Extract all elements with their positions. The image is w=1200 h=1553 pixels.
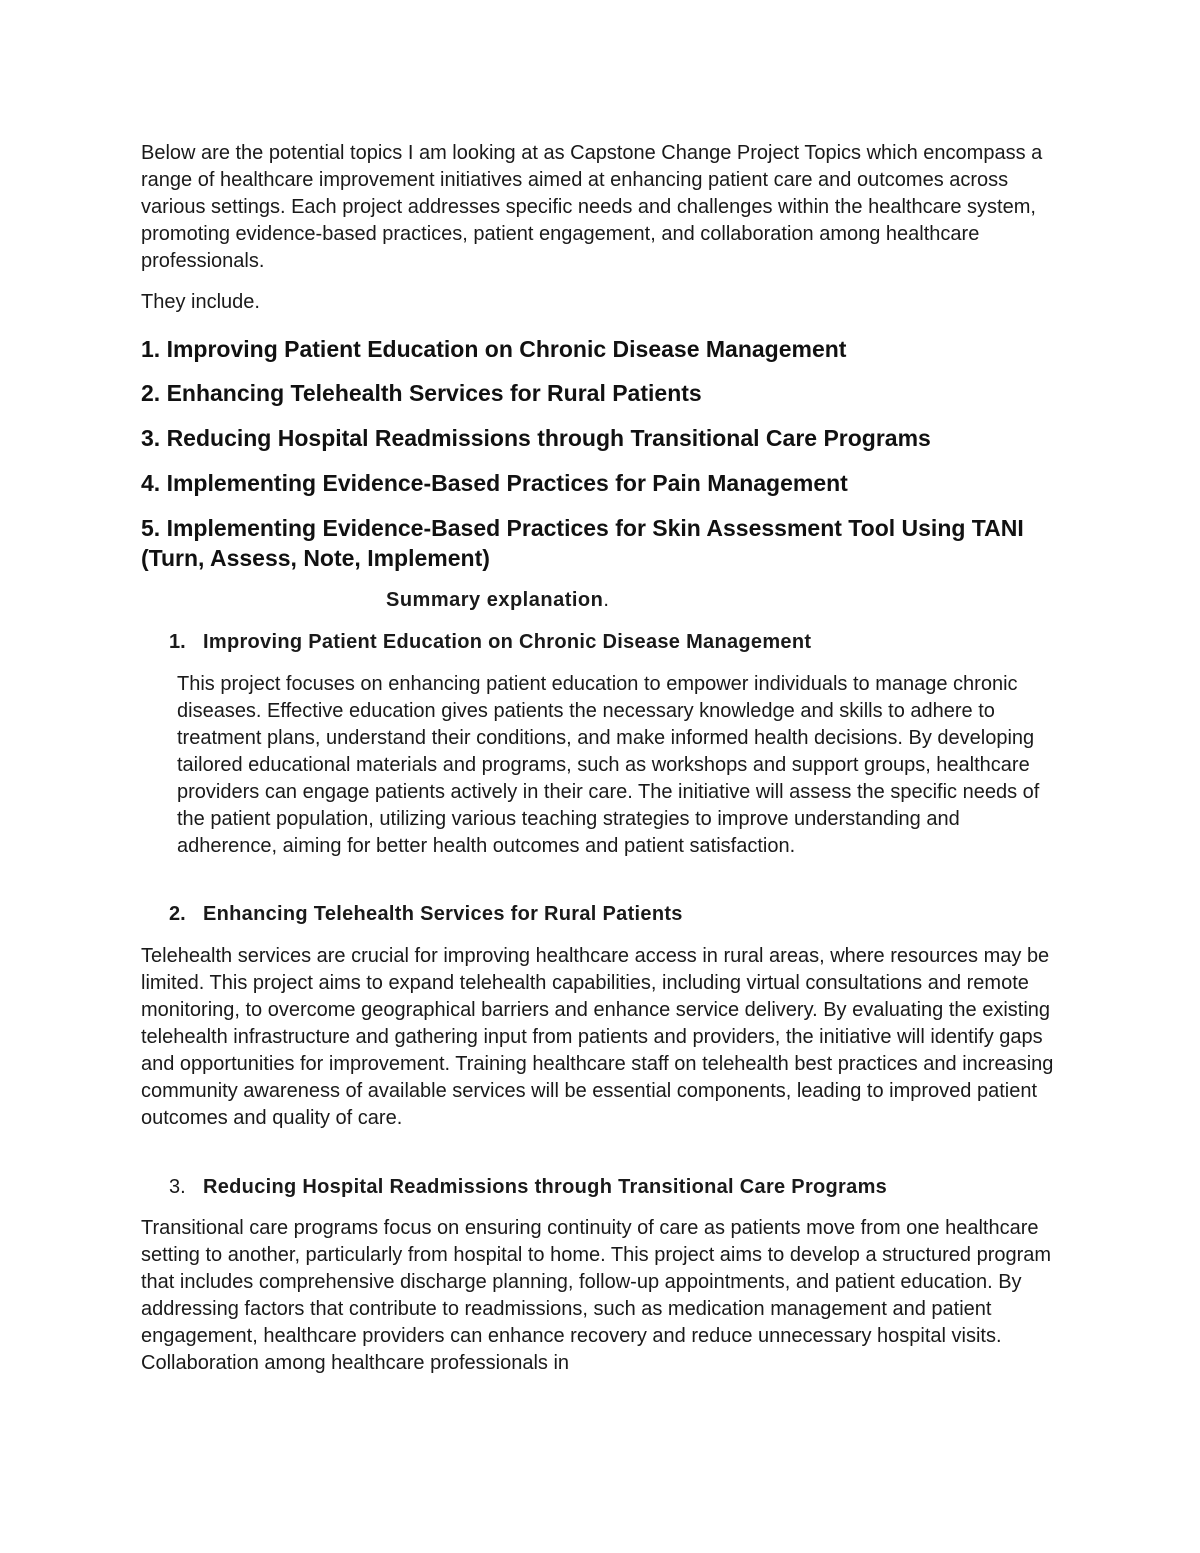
section-body: Transitional care programs focus on ensuring continuity of care as patients move from one healthcare setting to another, particularly from hospital to home. This project aims to develop a structured program that includes comprehensive discharge planning, follow-up appointments, and patient education. By addressing factors that contribute to readmissions, such as medication management and patient engagement, healthcare providers can enhance recovery and reduce unnecessary hospital visits. Collaboration among healthcare professionals in xyxy=(141,1217,1052,1374)
section-body: Telehealth services are crucial for improving healthcare access in rural areas, where resources may be limited. This project aims to expand telehealth capabilities, including virtual consultations and remote monitoring, to overcome geographical barriers and enhance service delivery. By evaluating the existing telehealth infrastructure and gathering input from patients and providers, the initiative will identify gaps and opportunities for improvement. Training healthcare staff on telehealth best practices and increasing community awareness of available services will be essential components, leading to improved patient outcomes and quality of care. xyxy=(141,945,1054,1129)
section-title: Improving Patient Education on Chronic Disease Management xyxy=(203,631,812,653)
section-number: 3. xyxy=(169,1176,186,1198)
section-number: 1. xyxy=(169,631,186,653)
intro-paragraph: Below are the potential topics I am looking at as Capstone Change Project Topics which encompass a range of healthcare improvement initiatives aimed at enhancing patient care and outcomes across various settings. Each project addresses specific needs and challenges within the healthcare system, promoting evidence-based practices, patient engagement, and collaboration among healthcare professionals. xyxy=(141,142,1043,272)
they-include-text: They include. xyxy=(141,291,260,313)
section-number: 2. xyxy=(169,903,186,925)
topic-item: 1. Improving Patient Education on Chronic Disease Management xyxy=(141,336,847,362)
topic-item: 3. Reducing Hospital Readmissions through Transitional Care Programs xyxy=(141,425,931,451)
topic-item: 4. Implementing Evidence-Based Practices for Pain Management xyxy=(141,470,848,496)
summary-heading-text: Summary explanation xyxy=(386,589,604,611)
section-body: This project focuses on enhancing patient education to empower individuals to manage chronic diseases. Effective education gives patients the necessary knowledge and skills to adhere to treatment plans, understand their conditions, and make informed health decisions. By developing tailored educational materials and programs, such as workshops and support groups, healthcare providers can engage patients actively in their care. The initiative will assess the specific needs of the patient population, utilizing various teaching strategies to improve understanding and adherence, aiming for better health outcomes and patient satisfaction. xyxy=(177,673,1040,857)
summary-heading xyxy=(386,587,609,614)
topic-item: 5. Implementing Evidence-Based Practices for Skin Assessment Tool Using TANI (Turn, Assess, Note, Implement) xyxy=(141,515,1024,571)
section-title: Enhancing Telehealth Services for Rural Patients xyxy=(203,903,683,925)
topic-item: 2. Enhancing Telehealth Services for Rural Patients xyxy=(141,380,702,406)
section-title: Reducing Hospital Readmissions through Transitional Care Programs xyxy=(203,1176,888,1198)
summary-heading-period: . xyxy=(603,589,610,611)
